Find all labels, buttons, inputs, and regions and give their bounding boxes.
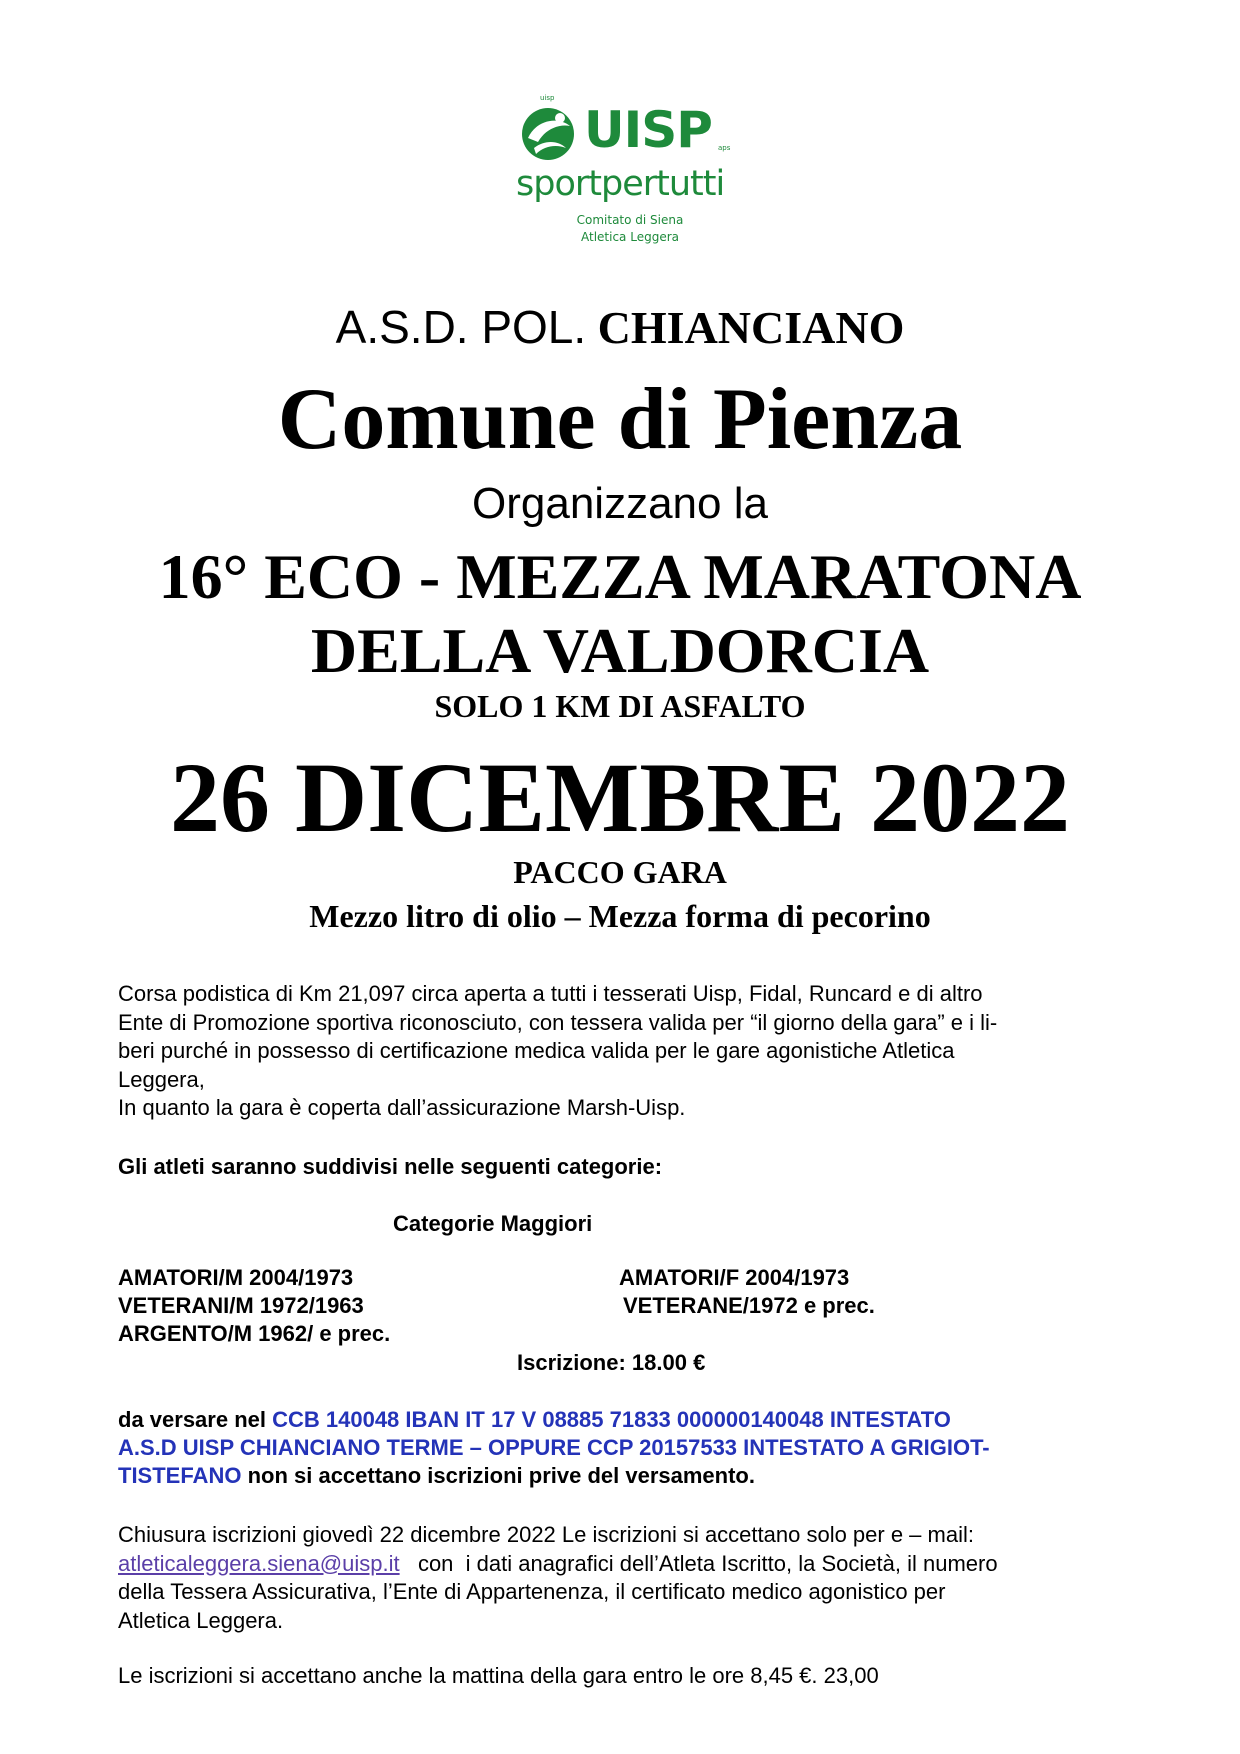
registration-fee: Iscrizione: 18.00 €: [517, 1350, 706, 1375]
event-title-line1: 16° ECO - MEZZA MARATONA: [158, 541, 1082, 612]
category-item: VETERANI/M 1972/1963: [118, 1293, 364, 1318]
uisp-logo: [510, 94, 750, 260]
logo-tagline: sportpertutti: [516, 164, 725, 204]
logo-sub-line2: Atletica Leggera: [581, 230, 679, 244]
payment-warning: non si accettano iscrizioni prive del versamento.: [247, 1463, 755, 1488]
intro-line: Leggera,: [118, 1066, 205, 1092]
race-pack-items: Mezzo litro di olio – Mezza forma di pecorino: [309, 898, 931, 934]
closing-line: con i dati anagrafici dell’Atleta Iscritto, la Società, il numero: [399, 1550, 998, 1576]
category-item: AMATORI/F 2004/1973: [619, 1265, 850, 1290]
logo-sub-line1: Comitato di Siena: [576, 213, 684, 227]
payment-prefix: da versare nel: [118, 1407, 266, 1432]
closing-line: Atletica Leggera.: [118, 1607, 284, 1633]
category-item: VETERANE/1972 e prec.: [623, 1293, 875, 1318]
category-list-women: [619, 1264, 875, 1320]
closing-line: Chiusura iscrizioni giovedì 22 dicembre 2022 Le iscrizioni si accettano solo per e – mail:: [118, 1522, 974, 1547]
account-holder: TISTEFANO: [118, 1463, 242, 1488]
logo-aps: aps: [718, 144, 731, 152]
category-list-men: [118, 1264, 390, 1348]
organizer-prefix: A.S.D. POL.: [335, 301, 587, 353]
payment-instructions: [118, 1406, 1128, 1490]
categories-intro: Gli atleti saranno suddivisi nelle seguenti categorie:: [118, 1154, 663, 1179]
asphalt-note: SOLO 1 KM DI ASFALTO: [434, 688, 806, 724]
intro-line: Ente di Promozione sportiva riconosciuto, con tessera valida per “il giorno della gara” e i li-: [118, 1009, 998, 1035]
event-title-line2: DELLA VALDORCIA: [310, 615, 930, 686]
categories-title: Categorie Maggiori: [393, 1211, 593, 1236]
comune-title: Comune di Pienza: [277, 371, 963, 468]
email-link[interactable]: atleticaleggera.siena@uisp.it: [118, 1550, 400, 1576]
closing-line: della Tessera Assicurativa, l’Ente di Appartenenza, il certificato medico agonistico per: [118, 1579, 946, 1604]
category-item: AMATORI/M 2004/1973: [118, 1265, 354, 1290]
logo-small-mark: uisp: [540, 94, 555, 102]
organizer-name: CHIANCIANO: [597, 302, 905, 353]
intro-line: In quanto la gara è coperta dall’assicurazione Marsh-Uisp.: [118, 1095, 686, 1120]
logo-brand: UISP: [584, 101, 712, 159]
bank-account-details-cont: A.S.D UISP CHIANCIANO TERME – OPPURE CCP 20157533 INTESTATO A GRIGIOT-: [118, 1435, 990, 1460]
bank-account-details: CCB 140048 IBAN IT 17 V 08885 71833 000000140048 INTESTATO: [272, 1407, 951, 1432]
intro-line: Corsa podistica di Km 21,097 circa aperta a tutti i tesserati Uisp, Fidal, Runcard e di altro: [118, 981, 983, 1006]
category-item: ARGENTO/M 1962/ e prec.: [118, 1321, 391, 1346]
closing-paragraph: [118, 1521, 1123, 1635]
intro-paragraph: [118, 980, 1123, 1123]
race-pack-title: PACCO GARA: [513, 854, 727, 890]
morning-registration-note: Le iscrizioni si accettano anche la mattina della gara entro le ore 8,45 €. 23,00: [118, 1663, 879, 1688]
organizer-line: [0, 300, 1240, 355]
intro-line: beri purché in possesso di certificazione medica valida per le gare agonistiche Atletica: [118, 1038, 955, 1063]
organize-line: Organizzano la: [472, 479, 768, 528]
runner-emblem-icon: [514, 104, 582, 162]
event-date: 26 DICEMBRE 2022: [169, 742, 1071, 853]
